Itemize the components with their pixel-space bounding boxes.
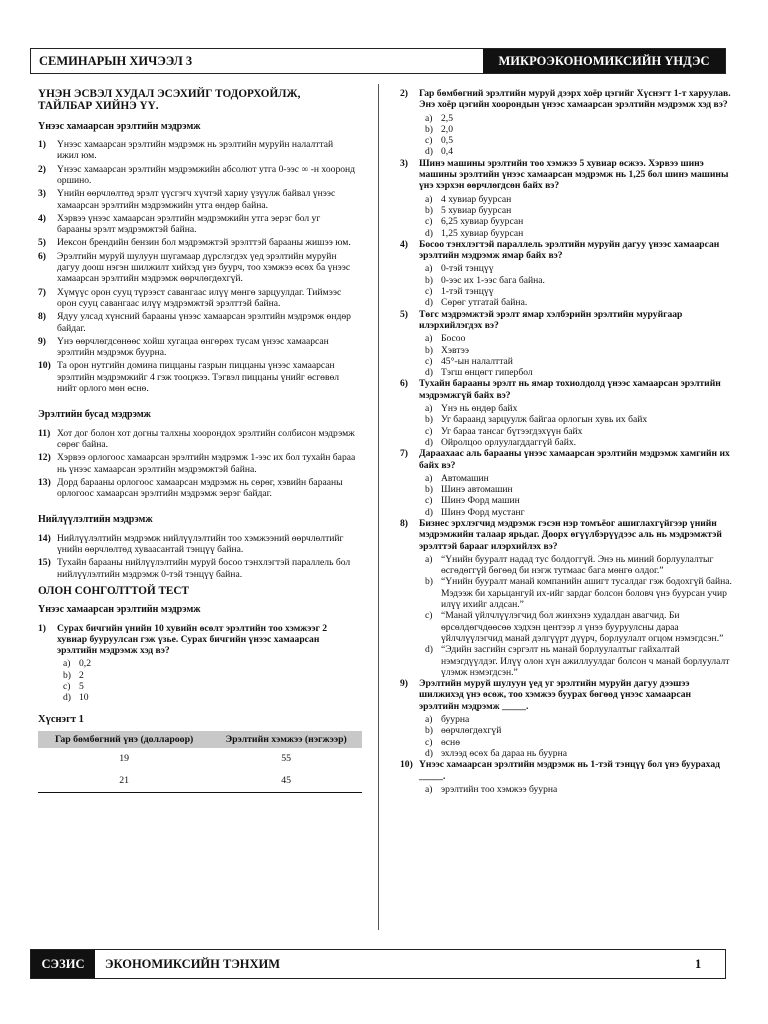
option-text: Шинэ Форд машин xyxy=(441,495,520,507)
option-letter: a) xyxy=(425,472,433,484)
question-number: 9) xyxy=(400,678,408,690)
option-letter: b) xyxy=(425,576,433,588)
option-text: 5 xyxy=(79,680,84,692)
true-false-heading: ҮНЭН ЭСВЭЛ ХУДАЛ ЭСЭХИЙГ ТОДОРХОЙЛЖ, ТАЙЛБАР ХИЙНЭ ҮҮ. xyxy=(38,88,301,113)
item-text: Хэрвээ үнээс хамаарсан эрэлтийн мэдрэмжийн утга эерэг бол уг барааны эрэлт мэдрэмжтэй байна. xyxy=(57,212,321,236)
option-text: 1-тэй тэнцүү xyxy=(441,286,494,298)
option-letter: a) xyxy=(425,403,433,415)
answer-option xyxy=(400,714,733,725)
question-text: Гар бөмбөгний эрэлтийн муруй дээрх хоёр цэгийг Хүснэгт 1-т харуулав. Энэ хоёр цэгийн хоорондын үнээс хамаарсан эрэлтийн мэдрэмж хэд вэ? xyxy=(419,88,731,111)
answer-option xyxy=(38,681,356,692)
question-text: Үнээс хамаарсан эрэлтийн мэдрэмж нь 1-тэй тэнцүү бол үнэ буурахад _____. xyxy=(419,759,720,782)
item-text: Тухайн барааны нийлүүлэлтийн муруй босоо тэнхлэгтэй параллель бол нийлүүлэлтийн мэдрэмж 0-тэй тэнцүү байна. xyxy=(57,557,351,580)
answer-option xyxy=(38,692,356,703)
item-text: Үнийн өөрчлөлтөд эрэлт үүсгэгч хүчтэй хариу үзүүлж байвал үнээс хамаарсан эрэлтийн мэдрэмжийн утга өндөр байна. xyxy=(57,188,336,211)
item-text: Хот дог болон хот догны талхны хоорондох эрэлтийн солбисон мэдрэмж сөрөг байна. xyxy=(57,427,355,450)
option-text: 1,25 хувиар буурсан xyxy=(441,227,524,239)
option-text: 4 хувиар буурсан xyxy=(441,193,512,205)
option-text: “Үнийн бууралт манай компанийн ашигт тусалдаг гэж бодохгүй байна. Мэдээж би харьцангуй их-ийг зардаг болсон боловч үнэ буурсан учир илүү ихийг алдсан.” xyxy=(441,576,732,611)
item-number: 12) xyxy=(38,452,51,464)
answer-option xyxy=(400,297,733,308)
item-text: Эрэлтийн муруй шулуун шугамаар дүрслэгдэх үед эрэлтийн муруйн дагуу доош нэгэн шилжилт хийхэд үнэ буурч, тоо хэмжээ өсөх ба үнээс хамаарсан эрэлтийн мэдрэмж өөрчлөгдөхгүй. xyxy=(57,250,351,285)
question-number: 7) xyxy=(400,448,408,460)
true-false-list-1 xyxy=(38,139,356,394)
option-text: Босоо xyxy=(441,333,466,345)
multiple-choice-question xyxy=(38,623,356,704)
option-text: 5 хувиар буурсан xyxy=(441,204,512,216)
data-table xyxy=(38,731,362,793)
option-text: 2,0 xyxy=(441,123,453,135)
option-letter: d) xyxy=(425,146,433,158)
list-item xyxy=(38,311,356,334)
list-item xyxy=(38,557,356,580)
question-number: 3) xyxy=(400,157,408,169)
answer-option xyxy=(400,495,733,506)
answer-option xyxy=(400,403,733,414)
option-text: Тэгш өнцөгт гипербол xyxy=(441,367,533,379)
item-number: 14) xyxy=(38,532,51,544)
question-text: Сурах бичгийн үнийн 10 хувийн өсөлт эрэлтийн тоо хэмжээг 2 хувиар бууруулсан гэж үзье. Сурах бичгийн үнээс хамаарсан эрэлтийн мэдрэмж хэд вэ? xyxy=(57,622,328,657)
option-text: 45°-ын налалттай xyxy=(441,355,513,367)
option-letter: b) xyxy=(425,414,433,426)
option-text: эхлээд өсөх ба дараа нь буурна xyxy=(441,747,567,759)
answer-option xyxy=(400,205,733,216)
course-title: МИКРОЭКОНОМИКСИЙН ҮНДЭС xyxy=(483,49,725,73)
answer-option xyxy=(400,124,733,135)
question-text: Төгс мэдрэмжтэй эрэлт ямар хэлбэрийн эрэлтийн муруйгаар илэрхийлэгдэх вэ? xyxy=(419,308,683,331)
option-letter: d) xyxy=(425,747,433,759)
answer-option xyxy=(400,748,733,759)
option-text: 0,5 xyxy=(441,135,453,147)
question-number: 2) xyxy=(400,88,408,99)
answer-option xyxy=(400,194,733,205)
list-item xyxy=(38,336,356,359)
table-cell: 55 xyxy=(281,753,292,765)
table-header: Гар бөмбөгний үнэ (доллароор) xyxy=(38,731,210,748)
list-item xyxy=(38,533,356,556)
option-letter: a) xyxy=(63,658,71,670)
item-number: 10) xyxy=(38,360,51,372)
question-number: 1) xyxy=(38,622,46,634)
answer-option xyxy=(400,426,733,437)
question-text: Дараахаас аль барааны үнээс хамаарсан эрэлтийн мэдрэмж хамгийн их байх вэ? xyxy=(419,448,730,471)
list-item xyxy=(38,360,356,394)
option-letter: b) xyxy=(425,484,433,496)
option-letter: c) xyxy=(425,286,433,298)
answer-option xyxy=(400,610,733,644)
item-text: Үнээс хамаарсан эрэлтийн мэдрэмж нь эрэлтийн муруйн налалттай ижил юм. xyxy=(57,139,334,162)
item-number: 3) xyxy=(38,188,46,200)
option-text: Сөрөг утгатай байна. xyxy=(441,297,528,309)
option-text: 2,5 xyxy=(441,112,453,124)
answer-option xyxy=(400,644,733,678)
question xyxy=(400,678,733,712)
option-letter: d) xyxy=(425,297,433,309)
option-letter: a) xyxy=(425,112,433,124)
answer-option xyxy=(400,113,733,124)
option-text: 10 xyxy=(79,692,89,704)
list-item xyxy=(38,428,356,451)
option-text: Ойролцоо орлуулагддаггүй байх. xyxy=(441,436,577,448)
item-text: Дорд барааны орлогоос хамаарсан мэдрэмж нь сөрөг, хэвийн барааны орлогоос хамаарсан эрэлтийн мэдрэмж эерэг байдаг. xyxy=(57,476,343,500)
option-letter: c) xyxy=(425,610,433,622)
list-item xyxy=(38,251,356,285)
option-letter: c) xyxy=(425,135,433,147)
answer-option xyxy=(400,737,733,748)
table-title: Хүснэгт 1 xyxy=(38,713,84,725)
question xyxy=(400,239,733,262)
item-number: 11) xyxy=(38,427,51,439)
question xyxy=(400,158,733,192)
table-row xyxy=(38,770,362,793)
section-heading: Үнээс хамаарсан эрэлтийн мэдрэмж xyxy=(38,604,201,616)
answer-option xyxy=(400,367,733,378)
table-cell: 45 xyxy=(210,770,362,793)
item-text: Нийлүүлэлтийн мэдрэмж нийлүүлэлтийн тоо хэмжээний өөрчлөлтийг үнийн өөрчлөлтөд хуваасантай тэнцүү байна. xyxy=(57,532,344,556)
answer-option xyxy=(400,356,733,367)
option-text: Шинэ автомашин xyxy=(441,484,513,496)
answer-option xyxy=(38,670,356,681)
option-letter: b) xyxy=(425,344,433,356)
answer-option xyxy=(400,345,733,356)
option-text: 0,2 xyxy=(79,658,91,670)
item-number: 7) xyxy=(38,286,46,298)
option-letter: a) xyxy=(425,553,433,565)
question xyxy=(400,88,733,111)
option-letter: b) xyxy=(63,669,71,681)
option-text: “Эдийн засгийн сэргэлт нь манай борлуулалтыг гайхалтай нэмэгдүүлдэг. Илүү олон хүн ажиллуулдаг болсон ч манай борлуулалт үлэмж нэмэгдсэн.” xyxy=(441,644,730,678)
option-letter: c) xyxy=(63,680,71,692)
option-letter: d) xyxy=(425,227,433,239)
list-item xyxy=(38,164,356,187)
university-badge: СЭЗИС xyxy=(31,950,95,978)
option-text: 0-ээс их 1-ээс бага байна. xyxy=(441,274,545,286)
answer-option xyxy=(400,473,733,484)
item-text: Та орон нутгийн домина пиццаны газрын пиццаны үнээс хамаарсан эрэлтийн мэдрэмжийг 4 гэж тооцжээ. Тэгвэл пиццаны үнийг өсгөвөл нийт орлого мөн өснө. xyxy=(57,360,340,395)
column-divider xyxy=(378,84,379,930)
page-number: 1 xyxy=(695,956,702,971)
question xyxy=(400,378,733,401)
option-text: 2 xyxy=(79,669,84,681)
item-text: Үнэ өөрчлөгдсөнөөс хойш хугацаа өнгөрөх тусам үнээс хамаарсан эрэлтийн мэдрэмж буурна. xyxy=(57,335,329,359)
question xyxy=(400,759,733,782)
option-letter: b) xyxy=(425,274,433,286)
option-text: 6,25 хувиар буурсан xyxy=(441,216,524,228)
answer-option xyxy=(400,437,733,448)
option-text: Уг бараа тансаг бүтээгдэхүүн байх xyxy=(441,425,583,437)
item-number: 1) xyxy=(38,139,46,151)
answer-option xyxy=(400,275,733,286)
question xyxy=(38,623,356,657)
option-text: 0-тэй тэнцүү xyxy=(441,263,494,275)
option-letter: c) xyxy=(425,216,433,228)
question xyxy=(400,518,733,552)
option-letter: a) xyxy=(425,783,433,795)
section-heading: Үнээс хамаарсан эрэлтийн мэдрэмж xyxy=(38,120,201,132)
answer-option xyxy=(400,507,733,518)
option-letter: d) xyxy=(425,367,433,379)
option-text: Автомашин xyxy=(441,472,489,484)
answer-option xyxy=(400,484,733,495)
option-letter: a) xyxy=(425,193,433,205)
option-letter: d) xyxy=(425,506,433,518)
question xyxy=(400,448,733,471)
question-number: 8) xyxy=(400,517,408,529)
item-number: 9) xyxy=(38,335,46,347)
answer-option xyxy=(400,263,733,274)
option-text: “Манай үйлчлүүлэгчид бол жинхэнэ худалдан авагчид. Би өрсөлдөгчдөөсөө хэдхэн центээр л үнээ бууруулсны дараа үйлчлүүлэгчид манай дэлгүүрт дүүрч, борлуулалт огцом нэмэгдсэн.” xyxy=(441,610,724,644)
option-letter: d) xyxy=(425,436,433,448)
item-number: 4) xyxy=(38,212,46,224)
option-text: өөрчлөгдөхгүй xyxy=(441,725,502,737)
answer-option xyxy=(400,228,733,239)
item-text: Ядуу улсад хүнсний барааны үнээс хамаарсан эрэлтийн мэдрэмж өндөр байдаг. xyxy=(57,311,351,334)
item-number: 5) xyxy=(38,237,46,249)
option-letter: c) xyxy=(425,495,433,507)
option-letter: a) xyxy=(425,714,433,726)
list-item xyxy=(38,139,356,162)
option-letter: d) xyxy=(425,644,433,656)
table-row xyxy=(38,748,362,770)
item-number: 13) xyxy=(38,476,51,488)
option-text: буурна xyxy=(441,714,470,726)
item-number: 2) xyxy=(38,163,46,175)
option-letter: b) xyxy=(425,204,433,216)
option-letter: b) xyxy=(425,123,433,135)
answer-option xyxy=(38,658,356,669)
true-false-list-3 xyxy=(38,533,356,580)
table-cell: 19 xyxy=(119,753,130,765)
answer-option xyxy=(400,725,733,736)
item-text: Иексон брендийн бензин бол мэдрэмжтэй эрэлттэй барааны жишээ юм. xyxy=(57,237,351,249)
section-heading: Эрэлтийн бусад мэдрэмж xyxy=(38,409,151,421)
list-item xyxy=(38,188,356,211)
page-footer xyxy=(30,949,726,979)
option-text: эрэлтийн тоо хэмжээ буурна xyxy=(441,783,558,795)
question-number: 10) xyxy=(400,759,413,771)
list-item xyxy=(38,287,356,310)
item-text: Үнээс хамаарсан эрэлтийн мэдрэмжийн абсолют утга 0-ээс ∞ -н хооронд оршино. xyxy=(57,163,356,186)
page-header xyxy=(30,48,726,74)
list-item xyxy=(38,452,356,475)
multiple-choice-list xyxy=(400,88,733,795)
answer-option xyxy=(400,784,733,795)
item-text: Хэрвээ орлогоос хамаарсан эрэлтийн мэдрэмж 1-ээс их бол тухайн бараа нь үнээс хамаарсан эрэлтийн мэдрэмжтэй байна. xyxy=(57,452,356,475)
item-number: 15) xyxy=(38,557,51,569)
question-number: 4) xyxy=(400,238,408,250)
list-item xyxy=(38,237,356,248)
answer-option xyxy=(400,146,733,157)
answer-option xyxy=(400,135,733,146)
question-text: Тухайн барааны эрэлт нь ямар тохиолдолд үнээс хамаарсан эрэлтийн мэдрэмжгүй байх вэ? xyxy=(419,378,721,401)
option-text: өснө xyxy=(441,736,460,748)
right-column xyxy=(400,88,733,795)
option-letter: a) xyxy=(425,333,433,345)
question-text: Шинэ машины эрэлтийн тоо хэмжээ 5 хувиар өсжээ. Хэрвээ шинэ машины эрэлтийн үнээс хамаарсан мэдрэмж нь 1,25 бол шинэ машины үнэ хэрхэн өөрчлөгдсөн байх вэ? xyxy=(419,157,729,192)
question-text: Эрэлтийн муруй шулуун үед уг эрэлтийн муруйн дагуу дээшээ шилжихэд үнэ өсөж, тоо хэмжээ буурах бөгөөд үнээс хамаарсан эрэлтийн мэдрэмж _____. xyxy=(419,678,692,712)
list-item xyxy=(38,213,356,236)
answer-option xyxy=(400,286,733,297)
item-number: 8) xyxy=(38,311,46,323)
answer-option xyxy=(400,216,733,227)
option-letter: a) xyxy=(425,263,433,275)
option-text: “Үнийн бууралт надад тус болдоггүй. Энэ нь миний борлуулалтыг өсгөдөггүй бөгөөд би нэгж тутмаас бага мөнгө олдог.” xyxy=(441,553,714,577)
item-text: Хүмүүс орон сууц түрээст савангаас илүү мөнгө зарцуулдаг. Тиймээс орон сууц савангаас илүү мэдрэмжтэй эрэлттэй байна. xyxy=(57,286,342,309)
question-text: Бизнес эрхлэгчид мэдрэмж гэсэн нэр томъёог ашиглахгүйгээр үнийн мэдрэмжийн талаар ярьдаг. Доорх өгүүлбэрүүдээс аль нь мэдрэмжтэй эрэлттэй барааг илэрхийлэх вэ? xyxy=(419,517,722,552)
question-number: 5) xyxy=(400,308,408,320)
table-header: Эрэлтийн хэмжээ (нэгжээр) xyxy=(210,731,362,748)
department-name: ЭКОНОМИКСИЙН ТЭНХИМ xyxy=(105,956,281,971)
option-text: Уг бараанд зарцуулж байгаа орлогын хувь их байх xyxy=(441,414,648,426)
question-text: Босоо тэнхлэгтэй параллель эрэлтийн муруйн дагуу үнээс хамаарсан эрэлтийн мэдрэмж ямар байх вэ? xyxy=(419,238,720,262)
item-number: 6) xyxy=(38,250,46,262)
section-heading: Нийлүүлэлтийн мэдрэмж xyxy=(38,514,153,526)
option-text: Шинэ Форд мустанг xyxy=(441,506,525,518)
option-letter: c) xyxy=(425,425,433,437)
table-cell: 21 xyxy=(38,770,210,793)
question-number: 6) xyxy=(400,378,408,390)
multiple-choice-heading: ОЛОН СОНГОЛТТОЙ ТЕСТ xyxy=(38,584,189,597)
option-text: Үнэ нь өндөр байх xyxy=(441,403,518,415)
option-letter: b) xyxy=(425,725,433,737)
question xyxy=(400,309,733,332)
option-letter: c) xyxy=(425,736,433,748)
answer-option xyxy=(400,414,733,425)
answer-option xyxy=(400,576,733,610)
option-letter: c) xyxy=(425,355,433,367)
true-false-list-2 xyxy=(38,428,356,500)
option-text: 0,4 xyxy=(441,146,453,158)
list-item xyxy=(38,477,356,500)
option-text: Хэвтээ xyxy=(441,344,470,356)
left-column xyxy=(38,88,356,793)
option-letter: d) xyxy=(63,692,71,704)
answer-option xyxy=(400,554,733,577)
seminar-title: СЕМИНАРЫН ХИЧЭЭЛ 3 xyxy=(39,53,193,68)
answer-option xyxy=(400,333,733,344)
